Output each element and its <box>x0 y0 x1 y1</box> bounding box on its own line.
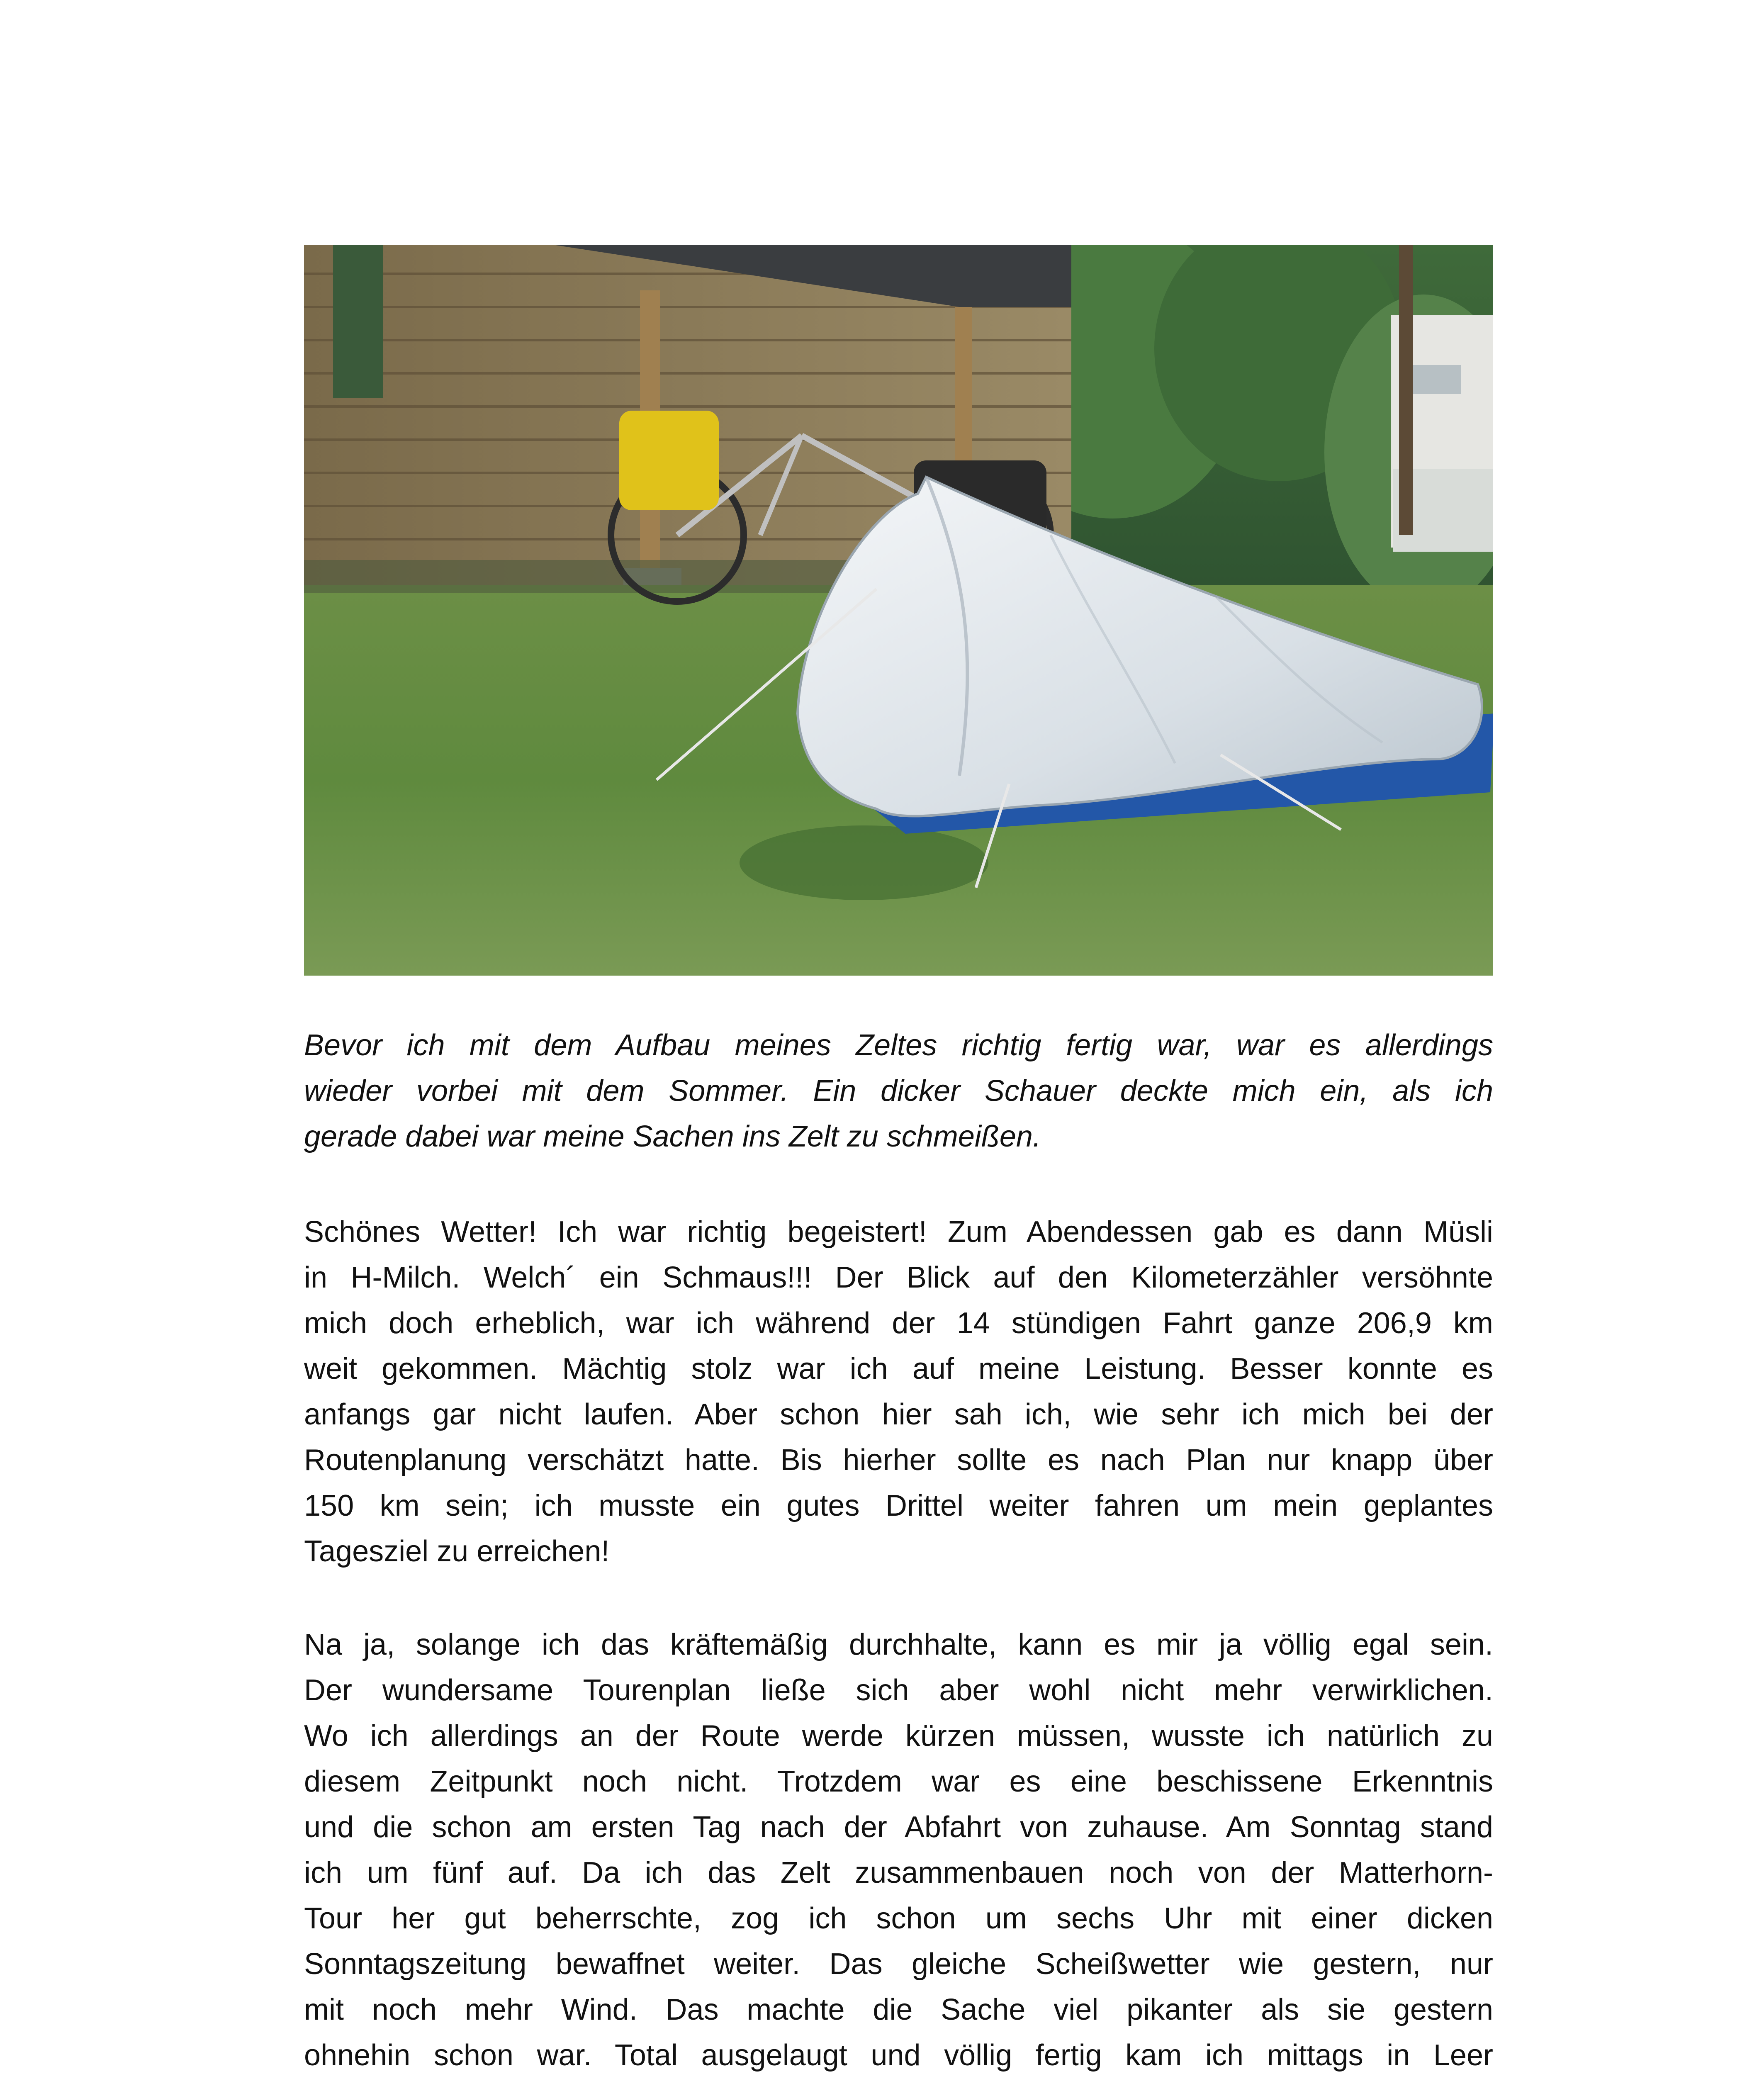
body-paragraph-1 <box>304 1209 1493 1574</box>
caption-line: Bevor ich mit dem Aufbau meines Zeltes richtig fertig war, war es allerdings <box>304 1029 1493 1062</box>
paragraph-line: ich um fünf auf. Da ich das Zelt zusammenbauen noch von der Matterhorn- <box>304 1856 1493 1889</box>
paragraph-line: in H-Milch. Welch´ ein Schmaus!!! Der Blick auf den Kilometerzähler versöhnte <box>304 1261 1493 1294</box>
paragraph-line: weit gekommen. Mächtig stolz war ich auf meine Leistung. Besser konnte es <box>304 1352 1493 1385</box>
paragraph-line: anfangs gar nicht laufen. Aber schon hier sah ich, wie sehr ich mich bei der <box>304 1398 1493 1431</box>
utility-pole <box>1399 245 1413 535</box>
tent-photo-illustration <box>304 245 1493 976</box>
yellow-pannier <box>619 411 719 510</box>
paragraph-line: mich doch erheblich, war ich während der 14 stündigen Fahrt ganze 206,9 km <box>304 1307 1493 1340</box>
paragraph-line: Sonntagszeitung bewaffnet weiter. Das gleiche Scheißwetter wie gestern, nur <box>304 1947 1493 1981</box>
caption-line: wieder vorbei mit dem Sommer. Ein dicker Schauer deckte mich ein, als ich <box>304 1074 1493 1108</box>
paragraph-line: Routenplanung verschätzt hatte. Bis hierher sollte es nach Plan nur knapp über <box>304 1444 1493 1477</box>
paragraph-line: 150 km sein; ich musste ein gutes Drittel weiter fahren um mein geplantes <box>304 1489 1493 1522</box>
paragraph-line: Na ja, solange ich das kräftemäßig durchhalte, kann es mir ja völlig egal sein. <box>304 1628 1493 1661</box>
paragraph-line: Schönes Wetter! Ich war richtig begeistert! Zum Abendessen gab es dann Müsli <box>304 1215 1493 1249</box>
paragraph-line: und die schon am ersten Tag nach der Abfahrt von zuhause. Am Sonntag stand <box>304 1811 1493 1844</box>
paragraph-line: mit noch mehr Wind. Das machte die Sache viel pikanter als sie gestern <box>304 1993 1493 2026</box>
photo-caption <box>304 1022 1493 1159</box>
paragraph-line: Der wundersame Tourenplan ließe sich aber wohl nicht mehr verwirklichen. <box>304 1674 1493 1707</box>
paragraph-line: Wo ich allerdings an der Route werde kürzen müssen, wusste ich natürlich zu <box>304 1719 1493 1753</box>
hut-window <box>333 245 383 398</box>
paragraph-line: diesem Zeitpunkt noch nicht. Trotzdem war es eine beschissene Erkenntnis <box>304 1765 1493 1798</box>
paragraph-line: ohnehin schon war. Total ausgelaugt und völlig fertig kam ich mittags in Leer <box>304 2039 1493 2072</box>
wet-patch <box>740 825 988 900</box>
paragraph-line: Tour her gut beherrschte, zog ich schon um sechs Uhr mit einer dicken <box>304 1902 1493 1935</box>
tent-photo <box>304 245 1493 976</box>
paragraph-line: Tagesziel zu erreichen! <box>304 1535 610 1568</box>
caption-line: gerade dabei war meine Sachen ins Zelt zu schmeißen. <box>304 1120 1041 1153</box>
body-paragraph-2 <box>304 1622 1493 2074</box>
